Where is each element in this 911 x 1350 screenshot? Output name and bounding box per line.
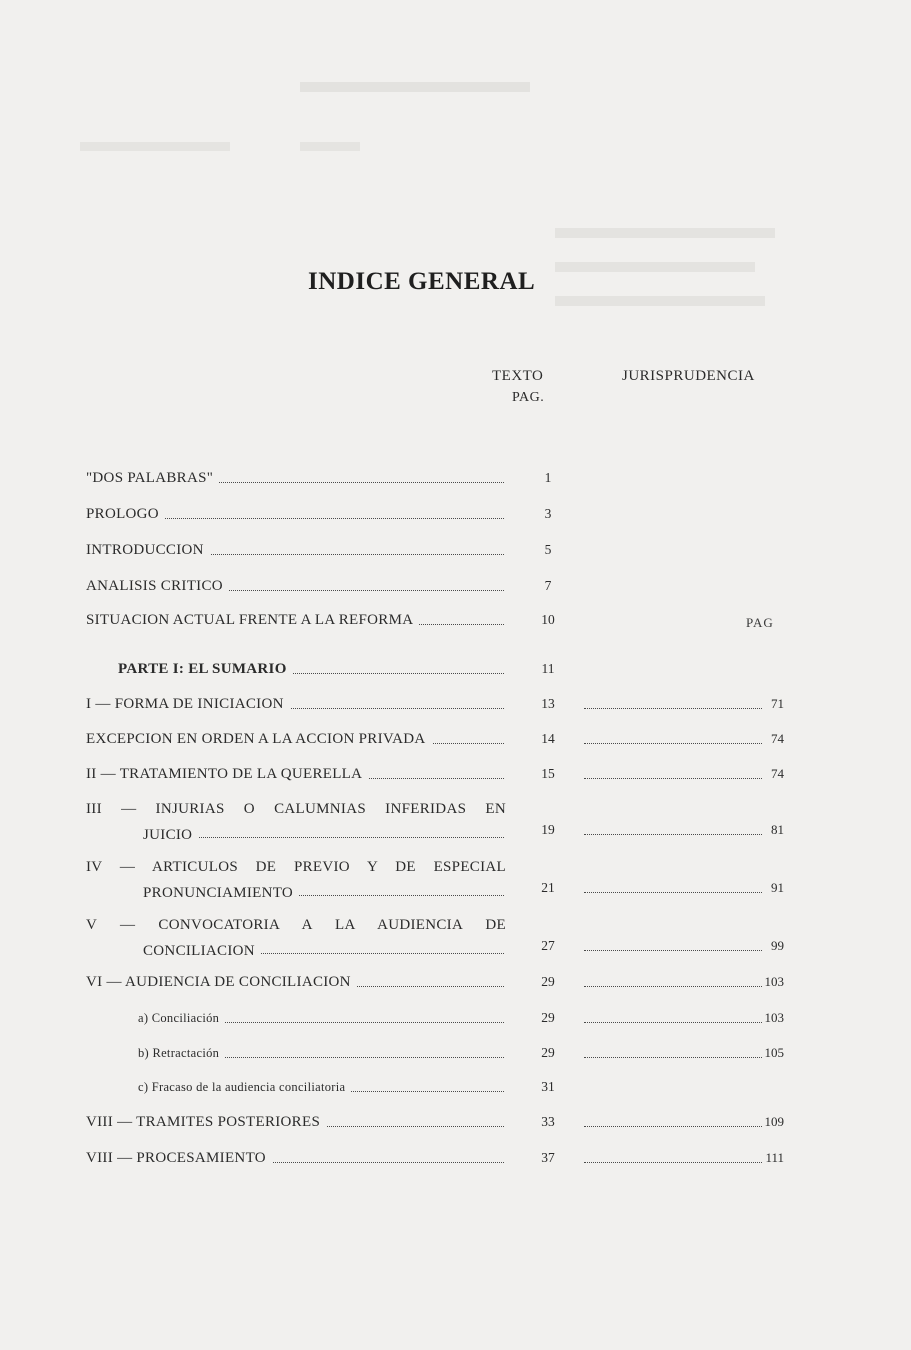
toc-entry: [0, 574, 911, 598]
toc-jurisprudencia-page: 91: [584, 876, 784, 900]
bleed-through-mark: [300, 142, 360, 151]
toc-entry: [0, 466, 911, 490]
toc-jurisprudencia-page: 111: [584, 1146, 784, 1170]
toc-jurisprudencia-page: 103: [584, 1006, 784, 1030]
toc-jurisprudencia-page: 74: [584, 762, 784, 786]
toc-jurisprudencia-page: 99: [584, 934, 784, 958]
toc-subentry: [0, 1006, 911, 1030]
bleed-through-mark: [555, 262, 755, 272]
toc-entry-part: [0, 657, 911, 681]
toc-label: VI — AUDIENCIA DE CONCILIACION: [86, 970, 506, 994]
toc-page: 29: [541, 974, 555, 989]
toc-label: EXCEPCION EN ORDEN A LA ACCION PRIVADA: [86, 727, 506, 751]
toc-page: 7: [544, 578, 552, 593]
page-title: INDICE GENERAL: [308, 268, 536, 295]
toc-label: ANALISIS CRITICO: [86, 574, 506, 598]
jurisprudencia-header: JURISPRUDENCIA: [622, 368, 755, 384]
toc-page: 14: [541, 731, 555, 746]
toc-label: VIII — PROCESAMIENTO: [86, 1146, 506, 1170]
toc-page: 1: [544, 470, 552, 485]
toc-page: 37: [541, 1150, 555, 1165]
toc-label: b) Retractación: [138, 1041, 506, 1065]
toc-label: SITUACION ACTUAL FRENTE A LA REFORMA: [86, 608, 506, 632]
toc-entry: [0, 608, 911, 632]
toc-label: I — FORMA DE INICIACION: [86, 692, 506, 716]
toc-entry: [0, 970, 911, 994]
pag-header: PAG.: [512, 390, 545, 405]
toc-entry: [0, 692, 911, 716]
toc-page: 29: [541, 1045, 555, 1060]
toc-subentry: [0, 1075, 911, 1099]
toc-page: 31: [541, 1079, 555, 1094]
toc-page: 3: [544, 506, 552, 521]
toc-label: PROLOGO: [86, 502, 506, 526]
toc-entry: [0, 727, 911, 751]
toc-jurisprudencia-page: 71: [584, 692, 784, 716]
toc-entry: [0, 854, 911, 906]
bleed-through-mark: [300, 82, 530, 92]
toc-entry: [0, 762, 911, 786]
toc-entry: [0, 796, 911, 848]
toc-page: 21: [541, 880, 555, 895]
toc-page: 29: [541, 1010, 555, 1025]
toc-label: INTRODUCCION: [86, 538, 506, 562]
toc-page: 19: [541, 822, 555, 837]
toc-page: 13: [541, 696, 555, 711]
toc-jurisprudencia-page: 105: [584, 1041, 784, 1065]
toc-jurisprudencia-page: 81: [584, 818, 784, 842]
toc-jurisprudencia-page: 103: [584, 970, 784, 994]
toc-jurisprudencia-page: 109: [584, 1110, 784, 1134]
toc-label: II — TRATAMIENTO DE LA QUERELLA: [86, 762, 506, 786]
toc-label: VIII — TRAMITES POSTERIORES: [86, 1110, 506, 1134]
toc-label: a) Conciliación: [138, 1006, 506, 1030]
pag-side-label: PAG: [746, 615, 774, 630]
toc-entry: [0, 1110, 911, 1134]
toc-jurisprudencia-page: 74: [584, 727, 784, 751]
toc-entry: [0, 1146, 911, 1170]
toc-page: 5: [544, 542, 552, 557]
toc-entry: [0, 502, 911, 526]
texto-header: TEXTO: [492, 368, 544, 384]
toc-label: III — INJURIAS O CALUMNIAS INFERIDAS EN JUICIO: [86, 796, 506, 848]
toc-entry: [0, 538, 911, 562]
bleed-through-mark: [555, 296, 765, 306]
toc-label: PARTE I: EL SUMARIO: [118, 657, 506, 681]
toc-page: 10: [541, 612, 555, 627]
toc-page: 15: [541, 766, 555, 781]
toc-page: 11: [541, 661, 555, 676]
bleed-through-mark: [555, 228, 775, 238]
toc-label: "DOS PALABRAS": [86, 466, 506, 490]
toc-entry: [0, 912, 911, 964]
toc-subentry: [0, 1041, 911, 1065]
toc-label: V — CONVOCATORIA A LA AUDIENCIA DE CONCILIACION: [86, 912, 506, 964]
toc-page: 27: [541, 938, 555, 953]
toc-label: c) Fracaso de la audiencia conciliatoria: [138, 1075, 506, 1099]
bleed-through-mark: [80, 142, 230, 151]
toc-page: 33: [541, 1114, 555, 1129]
toc-label: IV — ARTICULOS DE PREVIO Y DE ESPECIAL PRONUNCIAMIENTO: [86, 854, 506, 906]
